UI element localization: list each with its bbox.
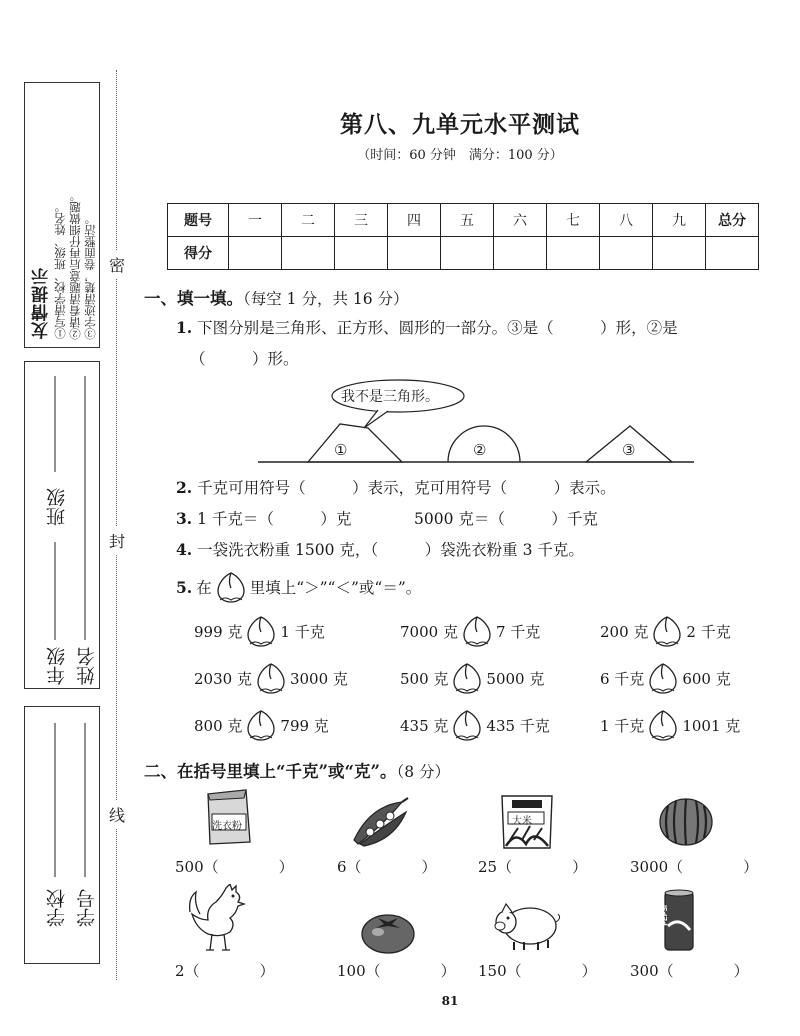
shape-label-1: ① (334, 441, 348, 459)
watermelon-picture (658, 796, 714, 846)
peach-answer-icon[interactable] (450, 708, 484, 742)
score-cell[interactable] (282, 237, 335, 270)
seal-word-xian: 线 (109, 800, 125, 829)
school-label: 学校 (46, 889, 68, 927)
score-cell[interactable] (388, 237, 441, 270)
section2-title: 二、在括号里填上“千克”或“克”。 (144, 762, 397, 781)
shape-label-3: ③ (622, 441, 636, 459)
score-cell[interactable] (229, 237, 282, 270)
q5 (176, 570, 421, 604)
section1-title: 一、填一填。 (144, 289, 243, 308)
speech-bubble-text: 我不是三角形。 (341, 389, 439, 405)
comparison-right: 600 克 (682, 669, 731, 688)
comparison-right: 1001 克 (682, 716, 741, 735)
comparison-right: 7 千克 (495, 622, 541, 641)
item-washing-powder[interactable]: 500（ ） (175, 858, 294, 876)
peach-answer-icon[interactable] (650, 614, 684, 648)
score-cell[interactable] (547, 237, 600, 270)
tips-title: 友情提示 (32, 267, 52, 339)
q1-text: 下图分别是三角形、正方形、圆形的一部分。③是（ ）形，②是 (197, 319, 678, 337)
score-col: 六 (494, 204, 547, 237)
school-info-box (24, 706, 100, 964)
seal-word-mi: 密 (109, 250, 125, 279)
q1 (176, 316, 678, 338)
q4-number: 4. (176, 540, 193, 559)
cola-can-label: PEPSI (662, 905, 669, 926)
comparison-item (194, 661, 348, 695)
rice-bag-label: 大米 (512, 816, 532, 827)
score-table (167, 203, 759, 270)
seal-word-feng: 封 (109, 526, 125, 555)
score-cell[interactable] (706, 237, 759, 270)
q1-line2: （ ）形。 (190, 350, 299, 368)
section1-points: （每空 1 分，共 16 分） (243, 290, 409, 308)
score-col: 八 (600, 204, 653, 237)
score-col: 二 (282, 204, 335, 237)
score-header-row (168, 204, 759, 237)
tip-3: ③字迹清楚，卷面整洁。 (83, 212, 97, 339)
tip-2: ②请看清题意后再仔细做题。 (68, 189, 82, 339)
score-cell[interactable] (653, 237, 706, 270)
item-tomato[interactable]: 100（ ） (337, 962, 456, 980)
tip-1: ①写清学校、班级、姓名。 (53, 201, 67, 339)
class-label: 班级 (46, 488, 68, 526)
comparison-item (400, 661, 544, 695)
score-cell[interactable] (441, 237, 494, 270)
page-title: 第八、九单元水平测试 (340, 111, 580, 138)
q5-number: 5. (176, 577, 193, 597)
number-label: 学号 (76, 889, 98, 927)
peach-answer-icon[interactable] (244, 708, 278, 742)
q1-number: 1. (176, 318, 193, 337)
item-rooster[interactable]: 2（ ） (175, 962, 275, 980)
q5-post: 里填上“＞”“＜”或“＝”。 (249, 579, 422, 597)
comparison-right: 435 千克 (486, 716, 550, 735)
peach-answer-icon[interactable] (646, 708, 680, 742)
peach-answer-icon[interactable] (646, 661, 680, 695)
section2-heading (144, 758, 450, 782)
comparison-left: 1 千克 (600, 716, 645, 735)
score-cell[interactable] (335, 237, 388, 270)
comparison-item (600, 661, 731, 695)
comparison-left: 6 千克 (600, 669, 645, 688)
score-col: 一 (229, 204, 282, 237)
class-info-box (24, 361, 100, 689)
score-col-total: 总分 (706, 204, 759, 237)
score-col: 三 (335, 204, 388, 237)
comparison-left: 800 克 (194, 716, 243, 735)
comparison-left: 435 克 (400, 716, 449, 735)
peach-answer-icon[interactable] (450, 661, 484, 695)
q4-text: 一袋洗衣粉重 1500 克，（ ）袋洗衣粉重 3 千克。 (197, 541, 584, 559)
q4 (176, 538, 584, 560)
fill-lines (25, 362, 101, 690)
comparison-right: 3000 克 (289, 669, 348, 688)
washing-powder-label: 洗衣粉 (212, 821, 242, 832)
peach-icon (214, 570, 248, 604)
q3 (176, 507, 351, 529)
page-subtitle: （时间：60 分钟 满分：100 分） (357, 148, 563, 163)
q2-number: 2. (176, 478, 193, 497)
comparison-item (600, 614, 731, 648)
comparison-left: 999 克 (194, 622, 243, 641)
q5-pre: 在 (196, 579, 212, 597)
section2-points: （8 分） (396, 763, 451, 781)
score-cell[interactable] (494, 237, 547, 270)
rooster-picture (186, 884, 248, 954)
comparison-item (400, 708, 550, 742)
section1-heading (144, 285, 409, 309)
comparison-left: 500 克 (400, 669, 449, 688)
q3-number: 3. (176, 509, 193, 528)
pig-picture (492, 900, 562, 952)
comparison-item (194, 614, 325, 648)
item-pea-pods[interactable]: 6（ ） (337, 858, 437, 876)
seal-line (116, 70, 117, 980)
q3-part-b: 5000 克＝（ ）千克 (414, 510, 598, 528)
comparison-item (194, 708, 329, 742)
q2 (176, 476, 616, 498)
item-cola-can[interactable]: 300（ ） (630, 962, 749, 980)
comparison-right: 1 千克 (280, 622, 325, 641)
score-col: 七 (547, 204, 600, 237)
peach-answer-icon[interactable] (254, 661, 288, 695)
score-col: 五 (441, 204, 494, 237)
comparison-left: 7000 克 (400, 622, 458, 641)
comparison-item (600, 708, 740, 742)
pea-pods-picture (350, 796, 410, 848)
shape-label-2: ② (473, 441, 487, 459)
item-rice-bag[interactable]: 25（ ） (478, 858, 588, 876)
score-cell[interactable] (600, 237, 653, 270)
comparison-right: 5000 克 (486, 669, 545, 688)
tomato-picture (360, 906, 416, 954)
peach-answer-icon[interactable] (244, 614, 278, 648)
q3-part-a: 1 千克＝（ ）克 (197, 510, 352, 528)
peach-answer-icon[interactable] (460, 614, 494, 648)
comparison-left: 2030 克 (194, 669, 252, 688)
comparison-right: 799 克 (280, 716, 329, 735)
item-watermelon[interactable]: 3000（ ） (630, 858, 759, 876)
item-pig[interactable]: 150（ ） (478, 962, 597, 980)
score-col: 九 (653, 204, 706, 237)
score-value-row (168, 237, 759, 270)
score-row2-label: 得分 (168, 237, 229, 270)
q2-text: 千克可用符号（ ）表示，克可用符号（ ）表示。 (197, 479, 616, 497)
comparison-right: 2 千克 (686, 622, 731, 641)
comparison-item (400, 614, 540, 648)
comparison-left: 200 克 (600, 622, 649, 641)
score-col: 四 (388, 204, 441, 237)
name-label: 姓名 (76, 647, 98, 685)
score-row1-label: 题号 (168, 204, 229, 237)
page-number: 81 (441, 994, 459, 1008)
grade-label: 年级 (46, 647, 68, 685)
